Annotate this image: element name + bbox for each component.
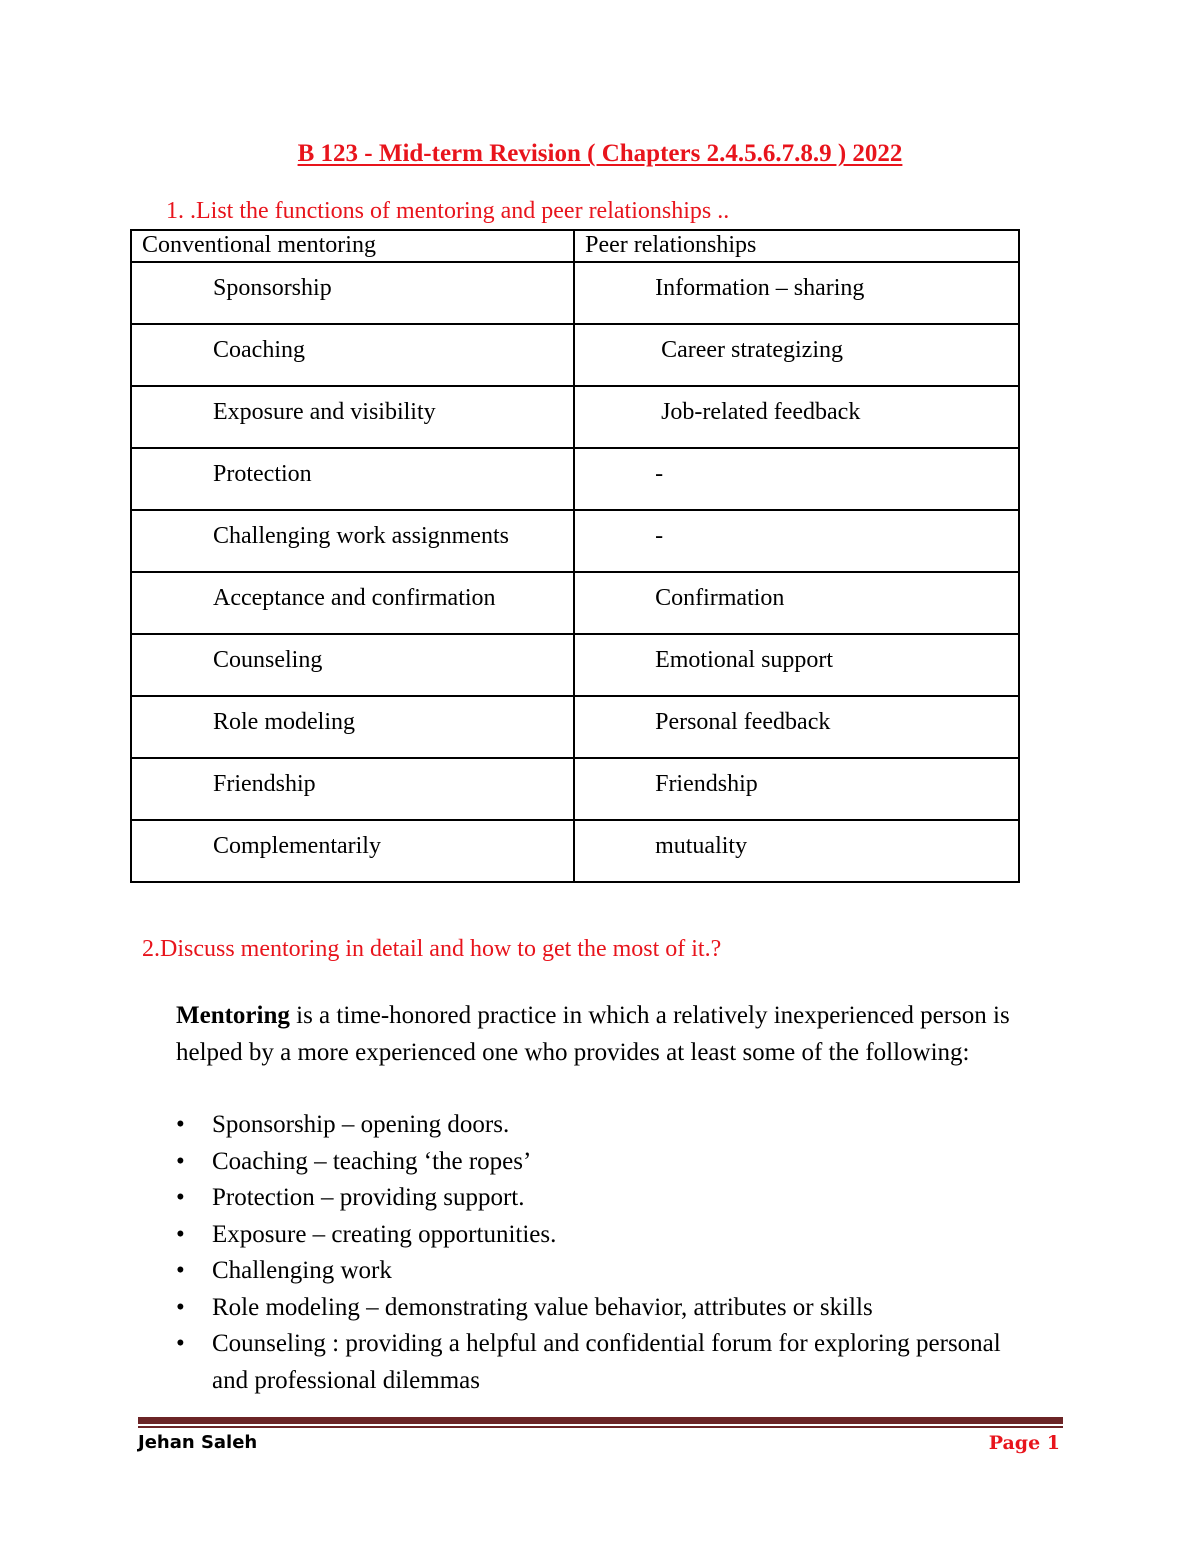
list-item — [176, 1290, 1036, 1327]
table-cell: Friendship — [655, 771, 758, 797]
table-cell: - — [655, 523, 664, 549]
list-item-text: Challenging work — [212, 1257, 392, 1284]
footer-divider — [138, 1417, 1063, 1424]
list-item — [176, 1144, 1036, 1181]
question-1: 1. .List the functions of mentoring and peer relationships .. — [166, 198, 730, 224]
document-title: B 123 - Mid-term Revision ( Chapters 2.4.5.6.7.8.9 ) 2022 — [297, 140, 903, 167]
table-row — [131, 324, 1019, 386]
table-cell: Exposure and visibility — [213, 399, 436, 425]
bullet-icon: • — [176, 1293, 185, 1321]
table-cell: Information – sharing — [655, 275, 865, 301]
list-item-text: Exposure – creating opportunities. — [212, 1220, 557, 1248]
table-row — [131, 820, 1019, 882]
list-item-text: Sponsorship – opening doors. — [212, 1111, 510, 1138]
table-cell: - — [655, 461, 664, 487]
mentoring-definition-text: is a time-honored practice in which a relatively inexperienced person is helped by a more experienced one who provides at least some of the following: — [176, 1002, 1010, 1066]
table-row — [131, 510, 1019, 572]
table-cell: Acceptance and confirmation — [213, 585, 496, 611]
list-item-text: Protection – providing support. — [212, 1184, 525, 1211]
footer-author: Jehan Saleh — [138, 1432, 258, 1453]
mentoring-term: Mentoring — [176, 1002, 290, 1029]
bullet-icon: • — [176, 1257, 185, 1284]
bullet-icon: • — [176, 1220, 185, 1248]
bullet-icon: • — [176, 1330, 185, 1357]
table-cell: Emotional support — [655, 647, 834, 673]
list-item — [176, 1253, 1036, 1290]
table-cell: Career strategizing — [661, 337, 844, 363]
functions-table — [130, 229, 1020, 883]
mentoring-functions-list — [176, 1107, 1036, 1399]
list-item-text: Counseling : providing a helpful and confidential forum for exploring personal and professional dilemmas — [212, 1330, 1001, 1394]
list-item — [176, 1180, 1036, 1217]
header-peer-relationships: Peer relationships — [574, 230, 1019, 262]
table-cell: Role modeling — [213, 709, 355, 735]
bullet-icon: • — [176, 1111, 185, 1138]
bullet-icon: • — [176, 1147, 185, 1175]
table-cell: Counseling — [213, 647, 323, 673]
table-cell: Job-related feedback — [661, 399, 861, 425]
list-item — [176, 1326, 1036, 1399]
footer-divider-thin — [138, 1426, 1063, 1428]
bullet-icon: • — [176, 1184, 185, 1211]
table-cell: Sponsorship — [213, 275, 332, 301]
table-cell: Complementarily — [213, 833, 381, 859]
list-item-text: Role modeling – demonstrating value behavior, attributes or skills — [212, 1293, 873, 1321]
table-row — [131, 634, 1019, 696]
table-cell: Confirmation — [655, 585, 785, 611]
table-cell: Coaching — [213, 337, 305, 363]
table-cell: Challenging work assignments — [213, 523, 509, 549]
table-row — [131, 262, 1019, 324]
question-2: 2.Discuss mentoring in detail and how to get the most of it.? — [142, 936, 722, 962]
list-item-text: Coaching – teaching ‘the ropes’ — [212, 1147, 532, 1175]
mentoring-definition — [176, 998, 1056, 1071]
table-row — [131, 758, 1019, 820]
table-row — [131, 386, 1019, 448]
footer-page-number: Page 1 — [988, 1432, 1060, 1454]
header-conventional-mentoring: Conventional mentoring — [131, 230, 574, 262]
table-row — [131, 572, 1019, 634]
table-header-row — [131, 230, 1019, 262]
list-item — [176, 1217, 1036, 1254]
table-cell: Protection — [213, 461, 312, 487]
table-cell: Friendship — [213, 771, 316, 797]
list-item — [176, 1107, 1036, 1144]
table-row — [131, 696, 1019, 758]
table-cell: mutuality — [655, 833, 748, 859]
table-row — [131, 448, 1019, 510]
table-cell: Personal feedback — [655, 709, 831, 735]
